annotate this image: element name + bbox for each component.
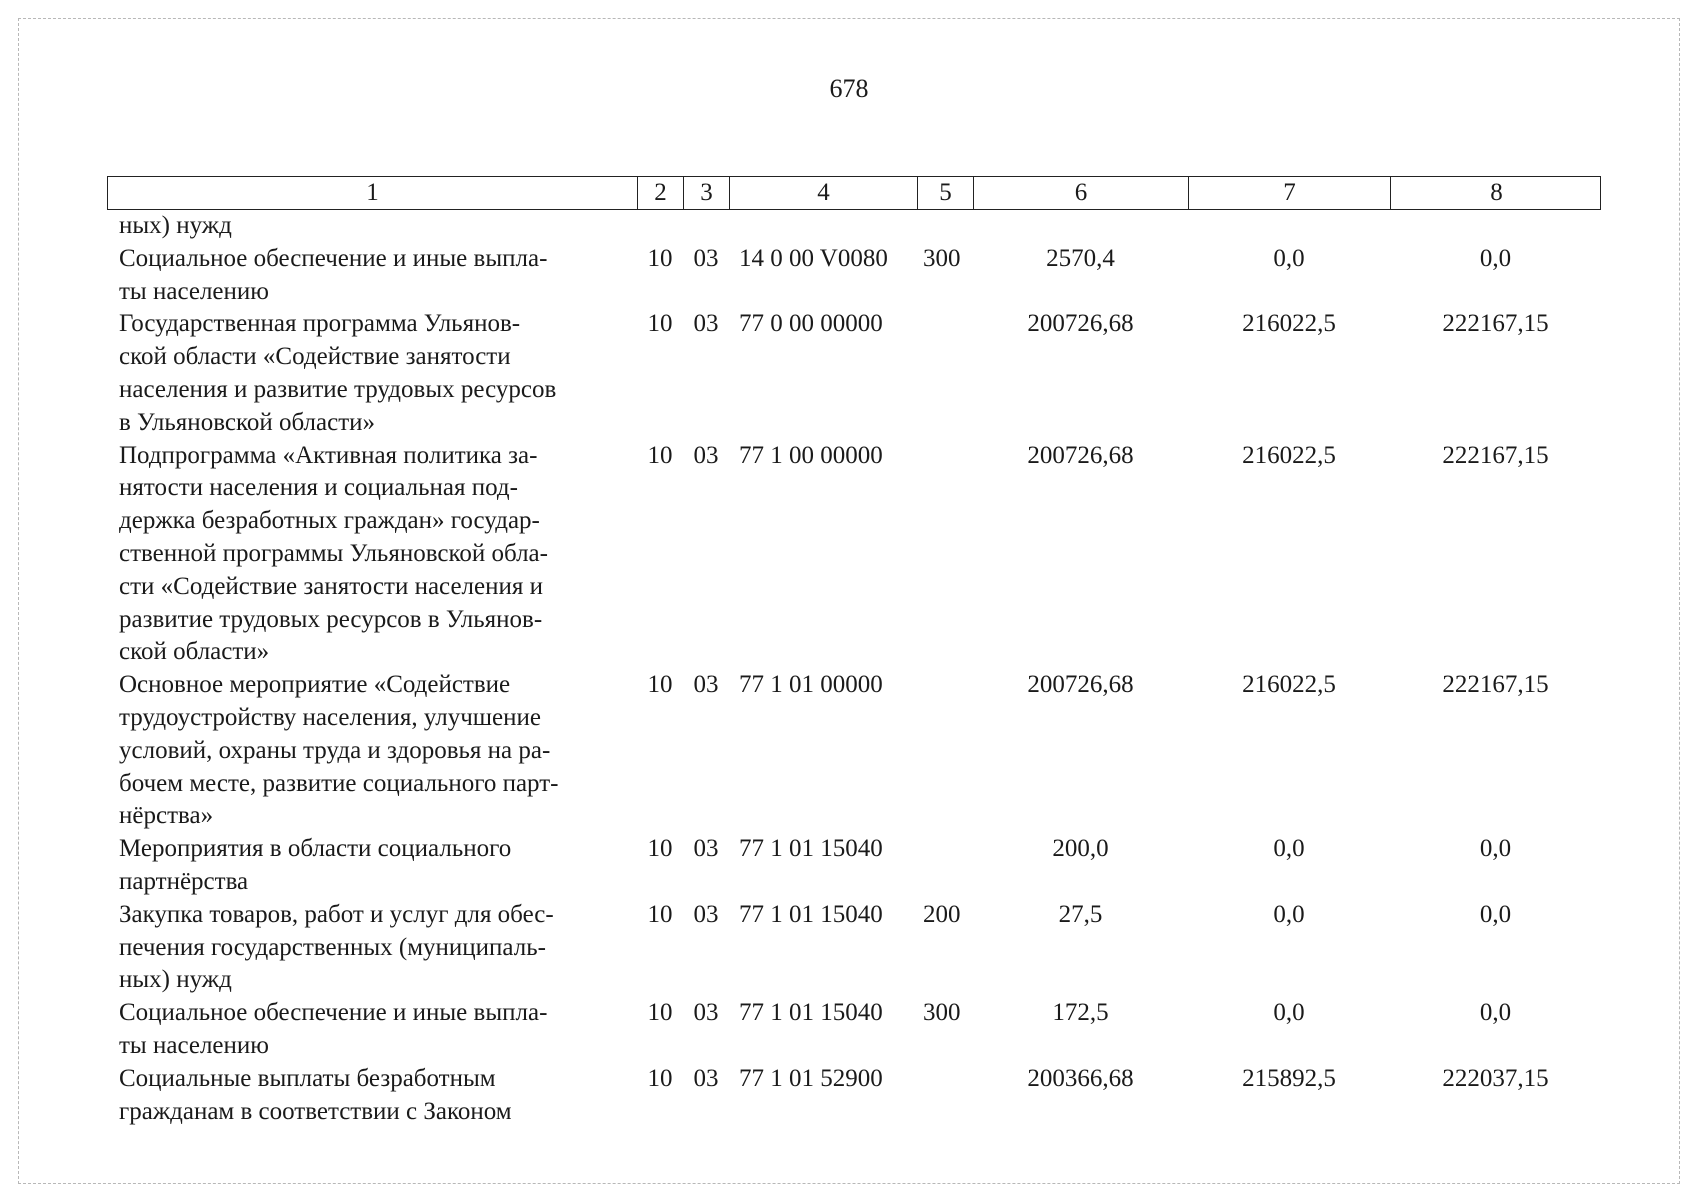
row-expense-type: 300 bbox=[923, 999, 961, 1027]
row-amount-year-1: 200726,68 bbox=[1027, 671, 1134, 699]
row-amount-year-2: 0,0 bbox=[1273, 244, 1305, 272]
row-section-code: 10 bbox=[647, 1064, 673, 1092]
page-number: 678 bbox=[829, 74, 869, 103]
row-expense-type bbox=[917, 440, 973, 670]
description-line: Государственная программа Ульянов- bbox=[119, 310, 521, 338]
row-amount-year-1: 200,0 bbox=[1052, 835, 1109, 863]
row-subsection-code: 03 bbox=[693, 310, 719, 338]
row-amount-year-1 bbox=[973, 210, 1188, 243]
row-subsection-code: 03 bbox=[693, 900, 719, 928]
table-row bbox=[107, 243, 1601, 309]
column-header-5: 5 bbox=[918, 177, 974, 209]
row-section-code: 10 bbox=[647, 441, 673, 469]
row-subsection-code: 03 bbox=[693, 835, 719, 863]
row-description bbox=[107, 997, 637, 1063]
row-expense-type: 300 bbox=[923, 244, 961, 272]
row-expense-type: 200 bbox=[923, 900, 961, 928]
row-amount-year-2: 0,0 bbox=[1273, 835, 1305, 863]
description-line: развитие трудовых ресурсов в Ульянов- bbox=[119, 605, 543, 633]
row-target-article: 77 1 01 15040 bbox=[739, 900, 883, 928]
description-line: условий, охраны труда и здоровья на ра- bbox=[119, 736, 551, 764]
table-header bbox=[107, 176, 1601, 210]
column-header-7: 7 bbox=[1189, 177, 1391, 209]
table-row bbox=[107, 440, 1601, 670]
row-amount-year-3: 0,0 bbox=[1479, 835, 1512, 863]
description-line: бочем месте, развитие социального парт- bbox=[119, 769, 559, 797]
row-target-article: 77 0 00 00000 bbox=[739, 310, 883, 338]
row-expense-type bbox=[917, 833, 973, 899]
row-amount-year-1: 2570,4 bbox=[1046, 244, 1115, 272]
row-amount-year-3: 0,0 bbox=[1479, 244, 1512, 272]
table-row bbox=[107, 210, 1601, 243]
description-line: ты населению bbox=[119, 1031, 269, 1059]
table-row bbox=[107, 669, 1601, 833]
row-section-code: 10 bbox=[647, 310, 673, 338]
row-section-code: 10 bbox=[647, 671, 673, 699]
row-target-article: 77 1 01 15040 bbox=[739, 999, 883, 1027]
row-amount-year-2: 215892,5 bbox=[1242, 1064, 1336, 1092]
row-target-article: 77 1 01 15040 bbox=[739, 835, 883, 863]
description-line: печения государственных (муниципаль- bbox=[119, 933, 546, 961]
description-line: партнёрства bbox=[119, 867, 249, 895]
row-expense-type bbox=[917, 210, 973, 243]
row-amount-year-2: 216022,5 bbox=[1242, 441, 1336, 469]
row-expense-type bbox=[917, 308, 973, 439]
row-subsection-code: 03 bbox=[693, 441, 719, 469]
row-subsection-code bbox=[683, 210, 729, 243]
row-amount-year-3: 0,0 bbox=[1479, 999, 1512, 1027]
description-line: Подпрограмма «Активная политика за- bbox=[119, 441, 538, 469]
row-description bbox=[107, 440, 637, 670]
row-target-article: 77 1 01 52900 bbox=[739, 1064, 883, 1092]
description-line: Социальное обеспечение и иные выпла- bbox=[119, 999, 548, 1027]
row-subsection-code: 03 bbox=[693, 244, 719, 272]
description-line: ской области «Содействие занятости bbox=[119, 343, 511, 371]
row-expense-type bbox=[917, 669, 973, 833]
row-description bbox=[107, 243, 637, 309]
row-amount-year-3: 222167,15 bbox=[1442, 310, 1549, 338]
row-amount-year-2: 0,0 bbox=[1273, 900, 1305, 928]
row-section-code: 10 bbox=[647, 835, 673, 863]
description-line: Основное мероприятие «Содействие bbox=[119, 671, 511, 699]
description-line: ных) нужд bbox=[119, 212, 232, 239]
row-amount-year-2: 216022,5 bbox=[1242, 310, 1336, 338]
description-line: ской области» bbox=[119, 638, 270, 666]
description-line: Социальные выплаты безработным bbox=[119, 1064, 496, 1092]
row-amount-year-3: 222167,15 bbox=[1442, 441, 1549, 469]
column-header-6: 6 bbox=[974, 177, 1189, 209]
row-amount-year-1: 200366,68 bbox=[1027, 1064, 1134, 1092]
description-line: Мероприятия в области социального bbox=[119, 835, 512, 863]
row-description bbox=[107, 899, 637, 997]
row-amount-year-2 bbox=[1188, 210, 1390, 243]
description-line: ственной программы Ульяновской обла- bbox=[119, 539, 548, 567]
table-row bbox=[107, 833, 1601, 899]
row-description bbox=[107, 669, 637, 833]
row-target-article: 77 1 00 00000 bbox=[739, 441, 883, 469]
table-row bbox=[107, 308, 1601, 439]
description-line: Социальное обеспечение и иные выпла- bbox=[119, 244, 548, 272]
column-header-3: 3 bbox=[684, 177, 730, 209]
description-line: в Ульяновской области» bbox=[119, 408, 376, 436]
row-amount-year-3: 222167,15 bbox=[1442, 671, 1549, 699]
column-header-2: 2 bbox=[638, 177, 684, 209]
row-amount-year-2: 216022,5 bbox=[1242, 671, 1336, 699]
table-row bbox=[107, 997, 1601, 1063]
row-amount-year-1: 200726,68 bbox=[1027, 310, 1134, 338]
row-description bbox=[107, 1063, 637, 1129]
description-line: ных) нужд bbox=[119, 966, 232, 994]
row-amount-year-3: 0,0 bbox=[1479, 900, 1512, 928]
row-amount-year-3: 222037,15 bbox=[1442, 1064, 1549, 1092]
description-line: нёрства» bbox=[119, 802, 214, 830]
row-amount-year-1: 172,5 bbox=[1052, 999, 1109, 1027]
row-section-code: 10 bbox=[647, 244, 673, 272]
description-line: трудоустройству населения, улучшение bbox=[119, 703, 541, 731]
budget-table bbox=[107, 176, 1601, 1128]
row-amount-year-1: 27,5 bbox=[1058, 900, 1103, 928]
row-amount-year-1: 200726,68 bbox=[1027, 441, 1134, 469]
table-row bbox=[107, 1063, 1601, 1129]
description-line: населения и развитие трудовых ресурсов bbox=[119, 375, 557, 403]
row-target-article: 14 0 00 V0080 bbox=[739, 244, 888, 272]
row-subsection-code: 03 bbox=[693, 999, 719, 1027]
row-section-code: 10 bbox=[647, 999, 673, 1027]
description-line: сти «Содействие занятости населения и bbox=[119, 572, 543, 600]
row-expense-type bbox=[917, 1063, 973, 1129]
column-header-1: 1 bbox=[108, 177, 638, 209]
description-line: гражданам в соответствии с Законом bbox=[119, 1097, 512, 1125]
row-target-article bbox=[729, 210, 917, 243]
row-target-article: 77 1 01 00000 bbox=[739, 671, 883, 699]
description-line: ты населению bbox=[119, 277, 269, 305]
column-header-4: 4 bbox=[730, 177, 918, 209]
row-amount-year-2: 0,0 bbox=[1273, 999, 1305, 1027]
table-body bbox=[107, 210, 1601, 1128]
column-header-8: 8 bbox=[1490, 179, 1503, 206]
row-description bbox=[107, 308, 637, 439]
row-amount-year-3 bbox=[1390, 210, 1601, 243]
table-row bbox=[107, 899, 1601, 997]
description-line: Закупка товаров, работ и услуг для обес- bbox=[119, 900, 554, 928]
description-line: держка безработных граждан» государ- bbox=[119, 507, 540, 535]
row-subsection-code: 03 bbox=[693, 1064, 719, 1092]
row-subsection-code: 03 bbox=[693, 671, 719, 699]
row-section-code: 10 bbox=[647, 900, 673, 928]
description-line: нятости населения и социальная под- bbox=[119, 474, 518, 502]
row-section-code bbox=[637, 210, 683, 243]
row-description bbox=[107, 210, 637, 243]
row-description bbox=[107, 833, 637, 899]
